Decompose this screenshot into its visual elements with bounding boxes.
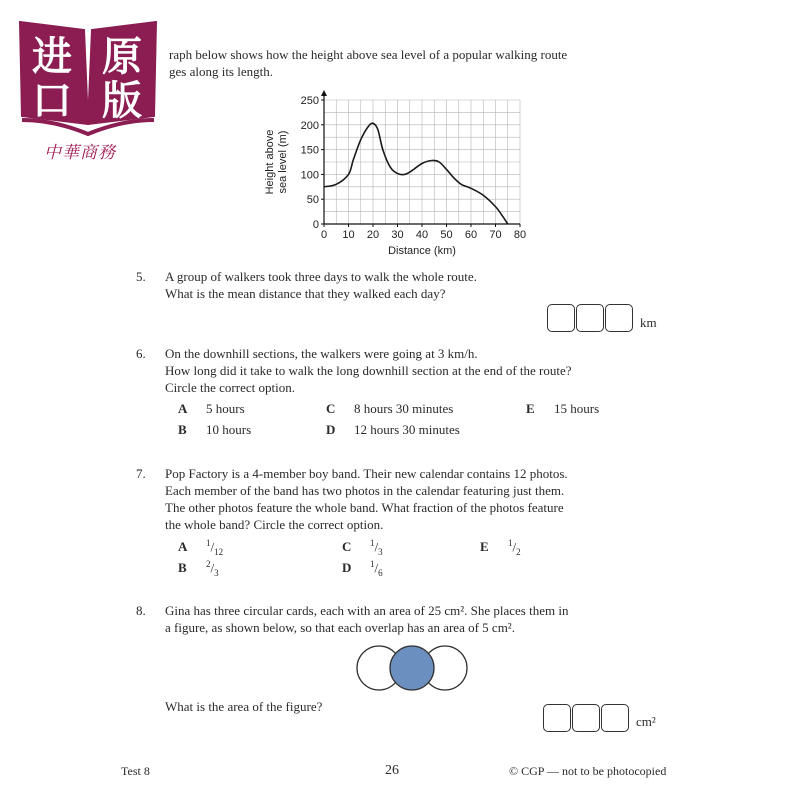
answer-digit-box[interactable] — [601, 704, 629, 732]
footer-test-label: Test 8 — [121, 764, 150, 778]
q7-option-c-fraction[interactable]: $^1/_3$ — [370, 538, 383, 557]
footer-page-number: 26 — [385, 763, 399, 778]
answer-digit-box[interactable] — [547, 304, 575, 332]
y-axis-label-line-1: Height above — [264, 129, 276, 195]
q6-option-c-letter[interactable]: C — [326, 401, 336, 416]
answer-digit-box[interactable] — [576, 304, 604, 332]
intro-line-2: ges along its length. — [169, 64, 273, 79]
q7-option-a-fraction[interactable]: $^1/_{12}$ — [206, 538, 224, 557]
q6-option-a-letter[interactable]: A — [178, 401, 188, 416]
q6-option-a-text[interactable]: 5 hours — [206, 401, 245, 416]
q6-option-c-text[interactable]: 8 hours 30 minutes — [354, 401, 454, 416]
x-tick-label: 70 — [489, 229, 502, 241]
question-8-line-1: Gina has three circular cards, each with an area of 25 cm². She places them in — [165, 603, 569, 618]
x-tick-labels — [321, 224, 526, 241]
question-5-line-2: What is the mean distance that they walked each day? — [165, 286, 446, 301]
x-tick-label: 60 — [464, 229, 478, 241]
q6-option-e-letter[interactable]: E — [526, 401, 535, 416]
logo-subtitle: 中華商務 — [44, 143, 116, 163]
q7-option-a-letter[interactable]: A — [178, 539, 188, 554]
x-tick-label: 30 — [391, 229, 404, 241]
x-tick-label: 20 — [366, 229, 380, 241]
publisher-logo — [16, 16, 160, 136]
middle-circle — [390, 646, 434, 690]
question-6-line-3: Circle the correct option. — [165, 380, 295, 395]
y-axis-arrow — [321, 90, 327, 96]
logo-char-2: 原 — [102, 34, 142, 80]
logo-char-3: 口 — [32, 78, 72, 124]
question-5-answer-box[interactable] — [547, 304, 657, 332]
question-7-line-3: The other photos feature the whole band. What fraction of the photos feature — [165, 500, 564, 515]
y-tick-labels — [301, 95, 324, 231]
y-tick-label: 150 — [300, 144, 319, 157]
q7-option-c-letter[interactable]: C — [342, 539, 352, 554]
q7-option-b-letter[interactable]: B — [178, 560, 187, 575]
y-tick-label: 200 — [300, 119, 319, 132]
x-tick-label: 80 — [513, 229, 527, 241]
question-7-number: 7. — [136, 466, 146, 481]
answer-digit-box[interactable] — [572, 704, 600, 732]
answer-unit: cm² — [636, 714, 656, 729]
x-tick-label: 50 — [440, 229, 453, 241]
q7-option-b-fraction[interactable]: $^2/_3$ — [206, 559, 219, 578]
y-tick-label: 100 — [300, 169, 319, 182]
y-axis-label-line-2: sea level (m) — [277, 130, 289, 194]
x-tick-label: 0 — [320, 229, 328, 241]
question-7-line-1: Pop Factory is a 4-member boy band. Their new calendar contains 12 photos. — [165, 466, 568, 481]
question-7-line-2: Each member of the band has two photos in the calendar featuring just them. — [165, 483, 565, 498]
overlapping-circles-figure — [356, 643, 468, 693]
q6-option-d-text[interactable]: 12 hours 30 minutes — [354, 422, 460, 437]
question-5-number: 5. — [136, 269, 146, 284]
question-8-answer-box[interactable] — [543, 704, 656, 732]
logo-char-4: 版 — [102, 78, 142, 124]
x-tick-label: 40 — [415, 229, 429, 241]
q6-option-d-letter[interactable]: D — [326, 422, 336, 437]
q7-option-e-letter[interactable]: E — [480, 539, 489, 554]
height-distance-chart — [262, 86, 534, 264]
x-tick-label: 10 — [342, 229, 355, 241]
answer-digit-box[interactable] — [605, 304, 633, 332]
question-8-number: 8. — [136, 603, 146, 618]
logo-char-1: 进 — [32, 34, 72, 80]
question-8-followup: What is the area of the figure? — [165, 699, 323, 714]
question-7-line-4: the whole band? Circle the correct option. — [165, 517, 384, 532]
footer-copyright: © CGP — not to be photocopied — [509, 764, 667, 778]
y-tick-label: 50 — [306, 194, 319, 207]
question-5-line-1: A group of walkers took three days to walk the whole route. — [165, 269, 477, 284]
question-6-number: 6. — [136, 346, 146, 361]
question-8-line-2: a figure, as shown below, so that each overlap has an area of 5 cm². — [165, 620, 515, 635]
q6-option-e-text[interactable]: 15 hours — [554, 401, 600, 416]
q7-option-d-fraction[interactable]: $^1/_6$ — [370, 559, 383, 578]
y-tick-label: 250 — [300, 95, 319, 107]
chart-axes — [321, 90, 520, 224]
intro-line-1: raph below shows how the height above sea level of a popular walking route — [169, 47, 568, 62]
question-6-line-2: How long did it take to walk the long downhill section at the end of the route? — [165, 363, 572, 378]
q7-option-e-fraction[interactable]: $^1/_2$ — [508, 538, 521, 557]
question-6-line-1: On the downhill sections, the walkers were going at 3 km/h. — [165, 346, 478, 361]
x-axis-label: Distance (km) — [388, 245, 456, 257]
q6-option-b-text[interactable]: 10 hours — [206, 422, 252, 437]
answer-unit: km — [640, 315, 657, 330]
y-tick-label: 0 — [312, 219, 319, 231]
height-series-line — [324, 123, 508, 224]
q7-option-d-letter[interactable]: D — [342, 560, 352, 575]
answer-digit-box[interactable] — [543, 704, 571, 732]
q6-option-b-letter[interactable]: B — [178, 422, 187, 437]
